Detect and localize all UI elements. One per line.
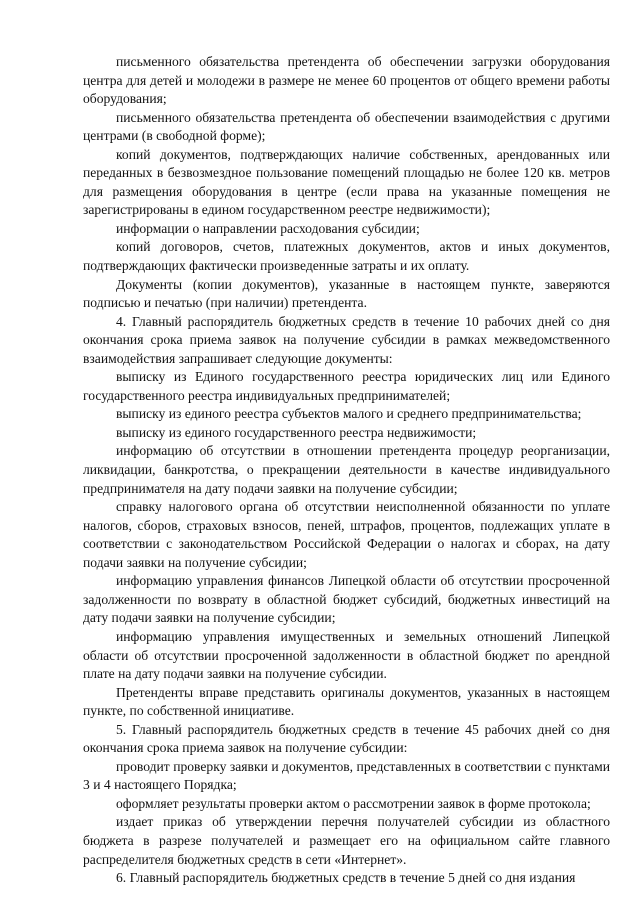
paragraph-8: выписку из Единого государственного реестра юридических лиц или Единого государственного реестра индивидуальных предпринимателей;: [83, 369, 610, 403]
paragraph-15: Претенденты вправе представить оригиналы документов, указанных в настоящем пункте, по собственной инициативе.: [83, 684, 610, 719]
paragraph-11: информацию об отсутствии в отношении претендента процедур реорганизации, ликвидации, банкротства, о прекращении деятельности в качестве индивидуального предпринимателя на дату подачи заявки на получение субсидии;: [83, 443, 610, 496]
paragraph-16: 5. Главный распорядитель бюджетных средств в течение 45 рабочих дней со дня окончания срока приема заявок на получение субсидии:: [83, 721, 610, 756]
paragraph-5: копий договоров, счетов, платежных документов, актов и иных документов, подтверждающих фактически произведенные затраты и их оплату.: [83, 239, 610, 274]
paragraph-19: издает приказ об утверждении перечня получателей субсидии из областного бюджета в разрезе получателей и размещает его на официальном сайте главного распределителя бюджетных средств в сети «Интернет».: [83, 814, 610, 867]
paragraph-7: 4. Главный распорядитель бюджетных средств в течение 10 рабочих дней со дня окончания срока приема заявок на получение субсидии в рамках межведомственного взаимодействия запрашивает следующие документы:: [83, 313, 610, 366]
paragraph-9: выписку из единого реестра субъектов малого и среднего предпринимательства;: [116, 406, 582, 422]
paragraph-12: справку налогового органа об отсутствии неисполненной обязанности по уплате налогов, сборов, страховых взносов, пеней, штрафов, процентов, подлежащих уплате в соответствии с законодательством Российской Федерации о налогах и сборах, на дату подачи заявки на получение субсидии;: [83, 499, 610, 570]
paragraph-17: проводит проверку заявки и документов, представленных в соответствии с пунктами 3 и 4 настоящего Порядка;: [83, 758, 610, 793]
document-body: [83, 53, 610, 888]
paragraph-18: оформляет результаты проверки актом о рассмотрении заявок в форме протокола;: [116, 795, 591, 811]
paragraph-13: информацию управления финансов Липецкой области об отсутствии просроченной задолженности по возврату в областной бюджет субсидий, бюджетных инвестиций на дату подачи заявки на получение субсидии;: [83, 573, 610, 626]
paragraph-10: выписку из единого государственного реестра недвижимости;: [116, 424, 477, 440]
paragraph-6: Документы (копии документов), указанные в настоящем пункте, заверяются подписью и печатью (при наличии) претендента.: [83, 276, 610, 311]
paragraph-2: письменного обязательства претендента об обеспечении взаимодействия с другими центрами (в свободной форме);: [83, 109, 610, 144]
paragraph-14: информацию управления имущественных и земельных отношений Липецкой области об отсутствии просроченной задолженности в областной бюджет по арендной плате на дату подачи заявки на получение субсидии.: [83, 628, 610, 682]
paragraph-4: информации о направлении расходования субсидии;: [116, 220, 420, 236]
paragraph-3: копий документов, подтверждающих наличие собственных, арендованных или переданных в безвозмездное пользование помещений площадью не более 120 кв. метров для размещения оборудования в центре (если права на указанные помещения не зарегистрированы в едином государственном реестре недвижимости);: [83, 146, 610, 218]
paragraph-1: письменного обязательства претендента об обеспечении загрузки оборудования центра для детей и молодежи в размере не менее 60 процентов от общего времени работы оборудования;: [83, 54, 610, 107]
paragraph-20: 6. Главный распорядитель бюджетных средств в течение 5 дней со дня издания: [116, 870, 576, 886]
